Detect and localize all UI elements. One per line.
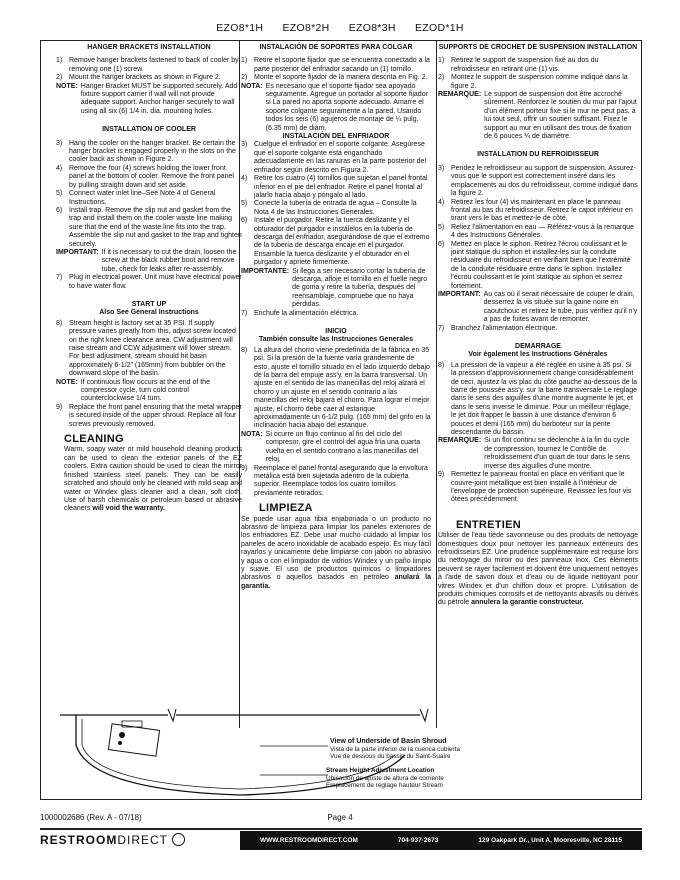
list-item: 9) Remettez le panneau frontal en place en vérifiant que le couvre-joint métallique est bien installé à l'intérieur de l'enveloppe de protection supérieure. Revissez les four vis ôtées précédemment. [438, 471, 632, 504]
list-item: 2) Mount the hanger brackets as shown in Figure 2. [56, 74, 221, 82]
section-heading: INICIO [325, 328, 347, 335]
phone-number: 704·937·2673 [397, 837, 439, 844]
cleaning-text: Utiliser de l'eau tiède savonneuse ou des produits de nettoyage domestiques doux pour nettoyer les panneaux extérieurs des refroidisseurs EZ. Une prudence supplémentaire est requise lors du nettoyage du miroir ou des panneaux inox. Ces éléments peuvent se rayer facilement et doivent être uniquement nettoyés à l'aide de savon doux et d'eau ou de liquide nettoyant pour vitres Windex et d'un chiffon doux et propre. L'utilisation de produits chimiques corrosifs et de nettoyants abrasifs ou dérivés du pétrole annulera la garantie constructeur. [438, 532, 638, 607]
list-item: 2) Monte el soporte fijador de la manera descrita en Fig. 2. [241, 74, 428, 82]
important-note: IMPORTANT: If it is necessary to cut the drain, loosen the screw at the black rubber boot and remove tube, check for leaks after re-assembly. [56, 248, 237, 273]
model-4: EZOD*1H [415, 22, 464, 34]
french-column [438, 44, 638, 608]
list-item: 8) La pression de la vapeur a été réglée en usine à 35 psi. Si la pression d'approvisionnement change considérablement de ceci, ajustez la vis plac du côté gauche au-dessous de la barre de poussée ass'y. sur la barre transversale Le réglage dans le sens des aiguilles d'une montre augmente le jet, et dans le sens inverse le diminue. Pour un meilleur réglage, le jet doit frapper le bassin à une distance d'environ 6 pouces et demi (165 mm) du barboteur sur la pente descendante du bassin. [438, 361, 638, 437]
list-item: 9) Reemplace el panel frontal asegurando que la envoltura metálica está bien sujetada adentro de la cubierta superior. Reemplace todos los cuatro tornillos previamente retirados. [241, 464, 428, 497]
section-heading: INSTALLATION OF COOLER [102, 126, 196, 134]
document-number: 1000002686 (Rev. A - 07/18) [40, 813, 142, 822]
model-numbers [0, 22, 680, 34]
important-note: IMPORTANTE: Si llega a ser necesario cortar la tubería de descarga, afloje el tornillo en el fuelle negro de goma y retire la tubería, después del reensamblaje, compruebe que no haya pérdidas. [241, 267, 428, 309]
model-2: EZO8*2H [282, 22, 330, 34]
cleaning-text: Warm, soapy water or mild household cleaning products can be used to clean the exterior panels of the EZ coolers. Extra caution should be used to clean the mirror finished stainless steel panels. They can be easily scratched and should only be cleaned with mild soap and water or Windex glass cleaner and a clean, soft cloth. Use of harsh chemicals or petroleum based or abrasive cleaners will void the warranty. [64, 446, 242, 513]
section-heading: INSTALACIÓN DE SOPORTES PARA COLGAR [259, 44, 413, 51]
list-item: 1) Retire el soporte fijador que se encuentra conectado a la parte posterior del enfriador sacando un (1) tornillo. [241, 57, 430, 73]
list-item: 6) Install trap. Remove the slip nut and gasket from the trap and install them on the cooler waste line making sure that the end of the waste line fits into the trap. Assemble the slip nut and gasket to the trap and tighten securely. [56, 206, 242, 248]
list-item: 4) Retire los cuatro (4) tornillos que sujetan el panel frontal inferior en el pie del enfriador. Retire el panel frontal al jalarlo hacia abajo y póngalo al lado. [241, 175, 428, 199]
section-heading: INSTALACIÓN DEL ENFRIADOR [282, 133, 390, 141]
section-heading: START UP [131, 300, 167, 308]
view-callout: View of Underside of Basin Shroud Vista de la parte inferior de la cuenca cubierta Vue de dessous du bassin du Saint-Suaire [330, 738, 460, 761]
section-heading: HANGER BRACKETS INSTALLATION [87, 44, 211, 51]
footer-bar [40, 828, 642, 850]
list-item: 2) Montez le support de suspension comme indiqué dans la figure 2. [438, 74, 628, 90]
note: NOTE: Hanger Bracket MUST be supported securely. Add fixture support carrier if wall will not provide adequate support. Anchor hanger securely to wall using all six (6) 1/4 in. dia. mounting holes. [56, 82, 238, 115]
list-item: 6) Instale el purgador. Retire la tuerca deslizante y el obturador del purgador e instálelos en la tubería de descarga del enfriador, asegurándose de que el extremo de la tubería de descarga encaje en el purgador. Ensamble la tuerca deslizante y el obturador en el purgador y apriete firmemente. [241, 217, 430, 267]
list-item: 8) Stream height is factory set at 35 PSI. If supply pressure varies greatly from this, adjust screw located on the right knee clearance area. CW adjustment will raise stream and CCW adjustment will lower stream. For best adjustment, stream should hit basin approximately 6-1/2" (165mm) from bubbler on the downward slope of the basin. [56, 319, 236, 378]
list-item: 9) Replace the front panel ensuring that the metal wrapper is secured inside of the upper shroud. Replace all four screws previously removed. [56, 403, 242, 428]
list-item: 3) Cuelgue el enfriador en el soporte colgante. Asegúrese que el soporte colgante está enganchado adecuadamente en las ranuras en la parte posterior del enfriador según descrito en Figura 2. [241, 141, 426, 174]
break-mark [168, 709, 176, 721]
note: REMARQUE: Le support de suspension doit être accroché sûrement. Renforcez le soutien du mur par l'ajout d'un élément porteur fixe si le mur ne peut pas, à lui tout seul, offrir un soutien suffisant. Fixez le support au mur en utilisant des trous de fixation de 6 pouces ¼ de diamètre. [438, 91, 637, 141]
list-item: 6) Mettez en place le siphon. Retirez l'écrou coulissant et le joint statique du siphon et installez-les sur la conduite résiduaire du refroidisseur en vérifiant bien que l'extrémité de la conduite résiduaire entre dans le siphon. Installez l'écrou coulissant et le joint statique au siphon et serrez fortement. [438, 240, 631, 290]
cleaning-heading: CLEANING [64, 433, 124, 446]
adjustment-screw [119, 732, 125, 738]
break-mark [420, 709, 428, 721]
column-divider [436, 40, 437, 728]
list-item: 3) Hang the cooler on the hanger bracket. Be certain the hanger bracket is engaged properly in the slots on the cooler back as shown in Figure 2. [56, 139, 236, 164]
section-heading: DEMARRAGE [515, 343, 561, 350]
contact-strip [240, 831, 642, 850]
list-item: 7) Enchufe la alimentación eléctrica. [241, 309, 359, 317]
list-item: 4) Retirez les four (4) vis maintenant en place le panneau frontal au bas du refroidisseur. Retirez le capot inférieur en tirant vers le bas et mettez-le de côté. [438, 198, 633, 223]
model-3: EZO8*3H [348, 22, 396, 34]
model-1: EZO8*1H [216, 22, 264, 34]
access-plate [108, 724, 159, 756]
list-item: 5) Reliez l'alimentation en eau — Référez-vous à la remarque 4 des Instructions Générales. [438, 223, 635, 240]
section-subheading: Voir également les Instructions Générales [468, 351, 608, 359]
list-item: 7) Plug in electrical power. Unit must have electrical power to have water flow. [56, 274, 242, 290]
list-item: 1) Retirez le support de suspension fixé au dos du refroidisseur en retirant une (1) vis. [438, 57, 599, 73]
section-heading: SUPPORTS DE CROCHET DE SUSPENSION INSTALLATION [438, 44, 638, 51]
important-note: IMPORTANT: Au cas où il serait nécessaire de couper le drain, desserrez la vis située sur la gaine noire en caoutchouc et retirez le tube, puis vérifiez qu'il n'y a pas de fuites avant de remonter. [438, 290, 638, 324]
cleaning-heading: LIMPIEZA [259, 502, 313, 515]
note: NOTA: Es necesario que el soporte fijador sea apoyado seguramente. Agregue un portador al soporte fijador si La pared no aporta soporte adecuado. Amarre el soporte colgante seguramente a la pared. Usando todos los seis (6) agujeros de montaje de ¼ pulg. (6.35 mm) de diám. [241, 82, 428, 132]
list-item: 1) Remove hanger brackets fastened to back of cooler by removing one (1) screw. [56, 57, 239, 73]
list-item: 7) Branchez l'alimentation électrique. [438, 324, 558, 332]
list-item: 3) Pendez le refroidisseur au support de suspension. Assurez-vous que le support est correctement inséré dans les emplacements au dos du refroidisseur, comme indiqué dans la figure 2. [438, 164, 638, 198]
section-subheading: También consulte las Instrucciones Generales [259, 336, 413, 344]
adjustment-callout: Stream Height Adjustment Location Ubicación de ajuste de altura de corriente Emplacement de réglage hauteur Stream [326, 767, 444, 790]
screw [118, 741, 122, 745]
brand-logo: RESTROOMDIRECT [40, 833, 185, 847]
website-link[interactable]: WWW.RESTROOMDIRECT.COM [260, 837, 358, 844]
cleaning-text: Se puede usar agua tibia enjabonada o un producto no abrasivo de limpieza para limpiar los paneles exteriores de los enfriadores EZ. Debe usar mucho cuidado al limpiar los paneles de acero inoxidable de acabado espejo. Es muy fácil rayarlos y únicamente debe limpiarse con jabón no abrasivo y agua o con el limpiador de vidrios Windex y un paño limpio y suave. El uso de productos químicos o limpiadores abrasivos o aquellos basados en petróleo anulará la garantía. [241, 515, 431, 590]
note: REMARQUE: Si un flot continu se déclenche à la fin du cycle de compression, tournez le Contrôle de refroidissement d'un quart de tour dans le sens inverse des aiguilles d'une montre. [438, 437, 630, 470]
address: 129 Oakpark Dr., Unit A, Mooresville, NC 28115 [478, 837, 622, 844]
list-item: 8) La altura del chorro viene predefinida de la fábrica en 35 psi. Si la presión de la fuente varía grandemente de esto, ajuste el tornillo situado en el lado izquierdo debajo de la barra del empuje ass'y. en la barra transversal. Un ajuste en el sentido de las manecillas del reloj alzará el chorro y un ajuste en el sentido contrario a las manecillas del reloj bajará el chorro. Para lograr el mejor ajuste, el chorro debe caer al estanque aproximadamente un 6-1/2 pulg. (165 mm) del grifo en la inclinación hacia abajo del estanque. [241, 346, 431, 430]
page-number: Page 4 [327, 813, 353, 822]
brand-mark-icon [172, 833, 185, 846]
list-item: 4) Remove the four (4) screws holding the lower front panel at the bottom of cooler. Remove the front panel by pulling straight down and set aside. [56, 164, 234, 189]
note: NOTA: Si ocurre un flujo continuo al fin del ciclo del compresor, gire el control del agua fría una cuarta vuelta en el sentido contrario a las manecillas del reloj. [241, 430, 421, 464]
section-subheading: Also See General Instructions [99, 309, 199, 317]
list-item: 5) Connect water inlet line–See Note 4 of General Instructions. [56, 190, 216, 206]
note: NOTE: If continuous flow occurs at the end of the compressor cycle, turn cold control counterclockwise 1/4 turn. [56, 378, 210, 403]
spanish-column [241, 44, 431, 591]
cleaning-heading: ENTRETIEN [456, 518, 522, 531]
section-heading: INSTALLATION DU REFROIDISSEUR [477, 151, 599, 159]
english-column [56, 44, 242, 514]
list-item: 5) Conecte la tubería de entrada de agua – Consulte la Nota 4 de las Instrucciones Generales. [241, 200, 417, 216]
